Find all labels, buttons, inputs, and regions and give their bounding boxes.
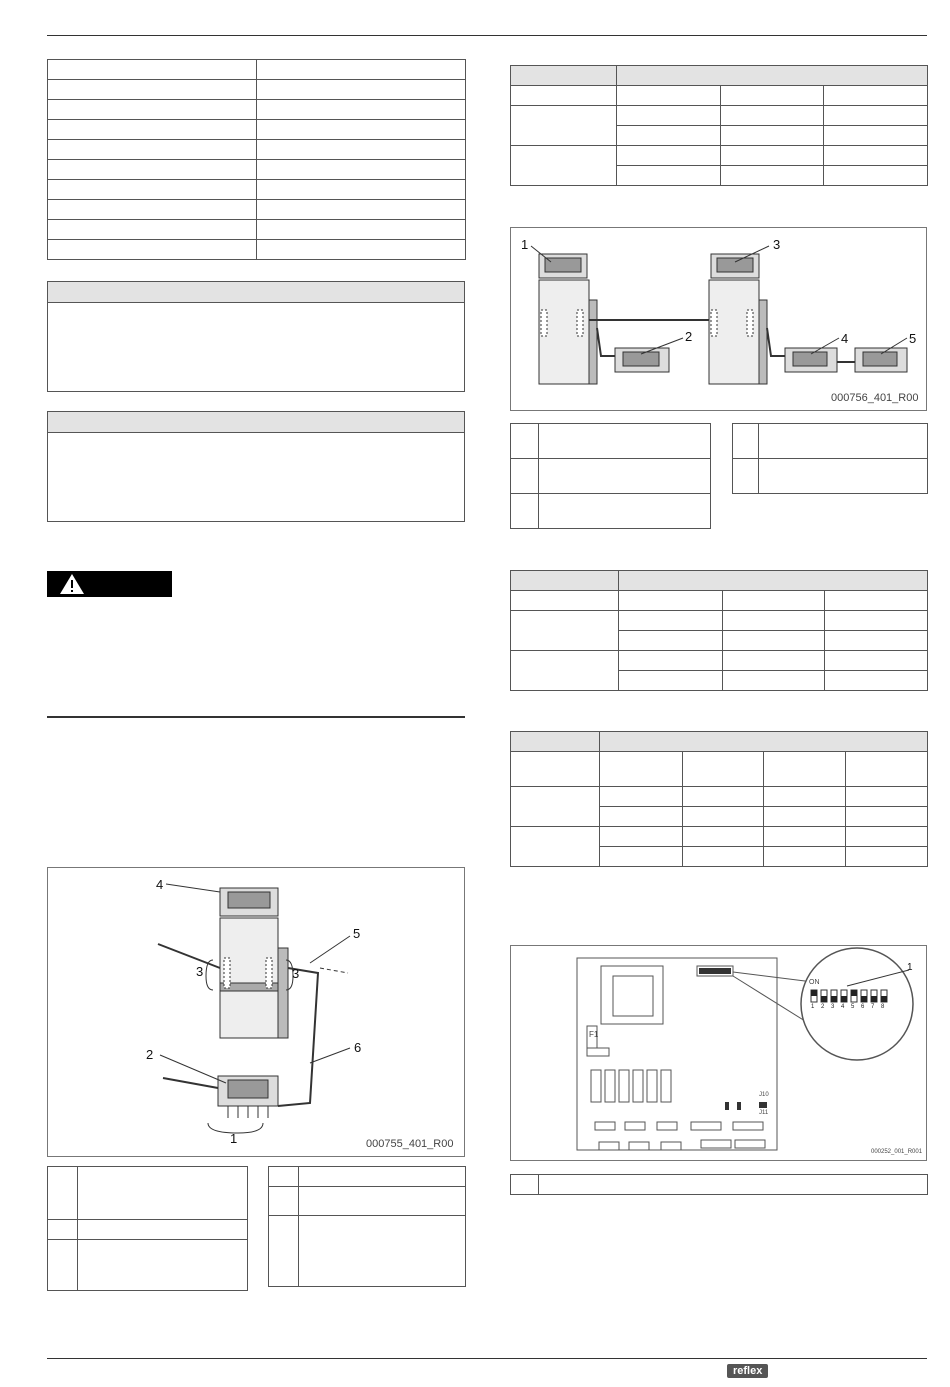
legend-table-right-a <box>510 423 711 529</box>
table-row <box>511 611 928 631</box>
warning-icon <box>59 573 85 595</box>
table-row <box>48 200 466 220</box>
fuse-label: F1 <box>589 1030 599 1039</box>
table-row <box>511 651 928 671</box>
dip-number: 8 <box>881 1004 885 1010</box>
table-row <box>511 787 928 807</box>
table-header-row <box>511 732 928 752</box>
callout-3-left: 3 <box>196 964 204 979</box>
dip-number-row <box>811 1004 891 1010</box>
table-row <box>511 424 711 459</box>
table-row <box>511 86 928 106</box>
table-row <box>511 459 711 494</box>
installation-diagram <box>48 868 464 1156</box>
notice-box-header <box>48 282 464 303</box>
legend-table-right-b <box>732 423 928 494</box>
callout-3: 3 <box>773 237 781 252</box>
callout-1: 1 <box>521 237 529 252</box>
legend-table-pcb <box>510 1174 928 1195</box>
jumper-label-j10: J10 <box>759 1092 769 1098</box>
installation-figure-left <box>47 867 465 1157</box>
callout-5: 5 <box>909 331 917 346</box>
table-row <box>733 424 928 459</box>
table-row <box>511 591 928 611</box>
table-row <box>48 100 466 120</box>
table-row <box>511 494 711 529</box>
right-table-3 <box>510 731 928 867</box>
dip-on-label: ON <box>809 979 820 986</box>
table-row <box>511 106 928 126</box>
callout-4: 4 <box>841 331 849 346</box>
table-row <box>511 827 928 847</box>
table-header-row <box>511 66 928 86</box>
table-row <box>48 1240 248 1291</box>
notice-box-header <box>48 412 464 433</box>
right-table-2 <box>510 570 928 691</box>
table-row <box>269 1167 466 1187</box>
table-row <box>48 60 466 80</box>
left-top-table <box>47 59 466 260</box>
right-table-1 <box>510 65 928 186</box>
brand-logo: reflex <box>727 1364 768 1378</box>
callout-2: 2 <box>146 1047 154 1062</box>
table-row <box>48 220 466 240</box>
table-row <box>511 752 928 787</box>
callout-4: 4 <box>156 877 164 892</box>
table-row <box>48 1220 248 1240</box>
legend-table-left-a <box>47 1166 248 1291</box>
table-header-row <box>511 571 928 591</box>
table-row <box>269 1216 466 1287</box>
dip-number: 3 <box>831 1004 835 1010</box>
table-row <box>48 160 466 180</box>
footer-rule <box>47 1358 927 1359</box>
installation-figure-right <box>510 227 927 411</box>
table-row <box>269 1187 466 1216</box>
callout-5: 5 <box>353 926 361 941</box>
section-rule <box>47 716 465 718</box>
table-row <box>48 180 466 200</box>
callout-2: 2 <box>685 329 693 344</box>
figure-code: 000252_001_R001 <box>871 1149 923 1155</box>
dip-number: 5 <box>851 1004 855 1010</box>
dip-number: 6 <box>861 1004 865 1010</box>
header-rule <box>47 35 927 36</box>
jumper-label-j11: J11 <box>759 1110 769 1116</box>
dip-number: 1 <box>811 1004 815 1010</box>
pcb-figure <box>510 945 927 1161</box>
table-row <box>48 240 466 260</box>
notice-box-1 <box>47 281 465 392</box>
warning-banner <box>47 571 172 597</box>
figure-code: 000755_401_R00 <box>366 1138 454 1150</box>
callout-3-right: 3 <box>292 966 300 981</box>
table-row <box>511 146 928 166</box>
callout-1: 1 <box>907 962 913 973</box>
table-row <box>48 140 466 160</box>
master-slave-diagram <box>511 228 926 410</box>
table-row <box>48 80 466 100</box>
dip-number: 7 <box>871 1004 875 1010</box>
figure-code: 000756_401_R00 <box>831 392 919 404</box>
dip-number: 4 <box>841 1004 845 1010</box>
callout-1: 1 <box>230 1131 238 1146</box>
table-row <box>511 1175 928 1195</box>
dip-number: 2 <box>821 1004 825 1010</box>
legend-table-left-b <box>268 1166 466 1287</box>
callout-6: 6 <box>354 1040 362 1055</box>
notice-box-2 <box>47 411 465 522</box>
table-row <box>48 1167 248 1220</box>
table-row <box>733 459 928 494</box>
table-row <box>48 120 466 140</box>
circuit-board-diagram <box>511 946 926 1160</box>
